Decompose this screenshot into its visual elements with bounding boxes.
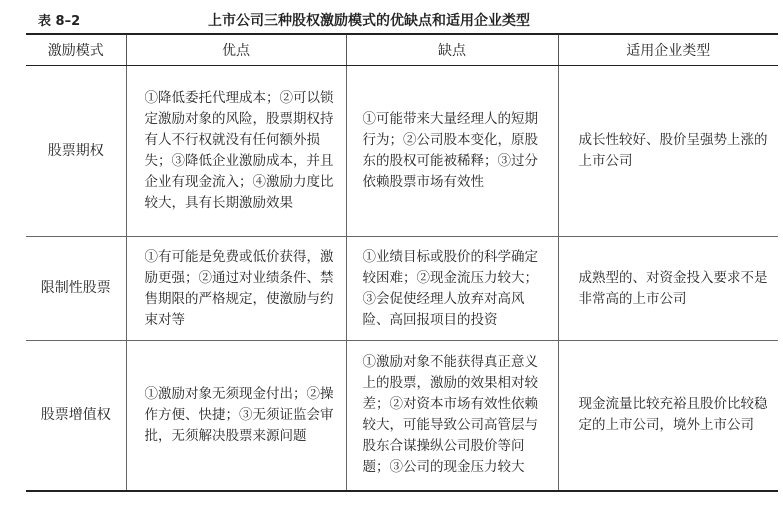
advantages-text: ①激励对象无须现金付出；②操作方便、快捷；③无须证监会审批，无须解决股票来源问题 bbox=[144, 385, 334, 444]
table-row bbox=[26, 66, 778, 237]
suitable-text: 成熟型的、对资金投入要求不是非常高的上市公司 bbox=[578, 269, 768, 307]
suitable-text: 成长性较好、股价呈强势上涨的上市公司 bbox=[578, 132, 768, 169]
header-advantages: 优点 bbox=[126, 34, 346, 66]
table-caption bbox=[38, 10, 778, 30]
cell-suitable bbox=[558, 341, 778, 491]
table-row bbox=[26, 237, 778, 341]
cell-suitable bbox=[558, 66, 778, 237]
table-title: 上市公司三种股权激励模式的优缺点和适用企业类型 bbox=[208, 13, 530, 29]
cell-mode: 限制性股票 bbox=[26, 237, 126, 341]
suitable-text: 现金流量比较充裕且股价比较稳定的上市公司，境外上市公司 bbox=[578, 396, 768, 434]
cell-mode: 股票增值权 bbox=[26, 341, 126, 491]
cell-advantages bbox=[126, 237, 346, 341]
cell-disadvantages bbox=[346, 237, 558, 341]
cell-disadvantages bbox=[346, 66, 558, 237]
disadvantages-text: ①激励对象不能获得真正意义上的股票，激励的效果相对较差；②对资本市场有效性依赖较大，可能导致公司高管层与股东合谋操纵公司股价等问题；③公司的现金压力较大 bbox=[362, 354, 538, 476]
disadvantages-text: ①可能带来大量经理人的短期行为；②公司股本变化，原股东的股权可能被稀释；③过分依赖股票市场有效性 bbox=[362, 111, 538, 190]
table-number: 表 8–2 bbox=[38, 14, 81, 29]
advantages-text: ①降低委托代理成本；②可以锁定激励对象的风险，股票期权持有人不行权就没有任何额外损失；③降低企业激励成本，并且企业有现金流入；④激励力度比较大，具有长期激励效果 bbox=[144, 90, 334, 211]
cell-advantages bbox=[126, 66, 346, 237]
header-mode: 激励模式 bbox=[26, 34, 126, 66]
cell-suitable bbox=[558, 237, 778, 341]
cell-mode: 股票期权 bbox=[26, 66, 126, 237]
header-suitable: 适用企业类型 bbox=[558, 34, 778, 66]
table-row bbox=[26, 341, 778, 491]
header-disadvantages: 缺点 bbox=[346, 34, 558, 66]
cell-disadvantages bbox=[346, 341, 558, 491]
incentive-modes-table bbox=[26, 33, 778, 492]
disadvantages-text: ①业绩目标或股价的科学确定较困难；②现金流压力较大；③会促使经理人放弃对高风险、高回报项目的投资 bbox=[362, 248, 538, 328]
cell-advantages bbox=[126, 341, 346, 491]
advantages-text: ①有可能是免费或低价获得，激励更强；②通过对业绩条件、禁售期限的严格规定，使激励与约束对等 bbox=[144, 248, 334, 328]
header-row bbox=[26, 34, 778, 66]
